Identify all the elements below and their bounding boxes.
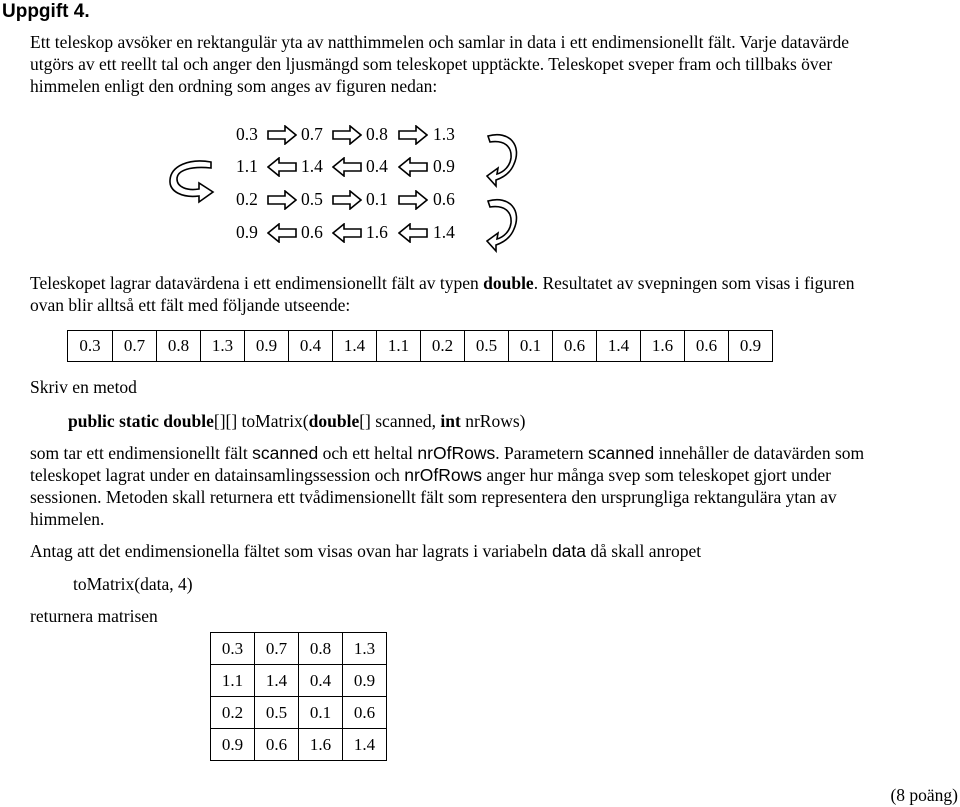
matrix-cell: 1.1 (211, 665, 255, 697)
arrow-left-icon (332, 157, 362, 177)
array-cell: 1.4 (597, 331, 641, 362)
arrow-right-icon (398, 125, 428, 145)
curved-arrow-left-icon (167, 158, 215, 204)
array-cell: 1.4 (333, 331, 377, 362)
write-method-label: Skriv en metod (30, 377, 137, 397)
matrix-cell: 1.4 (255, 665, 299, 697)
matrix-cell: 0.1 (299, 697, 343, 729)
example-call: toMatrix(data, 4) (73, 574, 193, 594)
matrix-cell: 0.9 (343, 665, 387, 697)
matrix-cell: 1.3 (343, 633, 387, 665)
arrow-right-icon (332, 190, 362, 210)
sweep-cell: 0.3 (236, 124, 258, 144)
method-signature: public static double[][] toMatrix(double[] scanned, int nrRows) (68, 411, 526, 431)
array-cell: 1.1 (377, 331, 421, 362)
matrix-cell: 0.3 (211, 633, 255, 665)
sweep-cell: 0.2 (236, 189, 258, 209)
arrow-right-icon (332, 125, 362, 145)
array-cell: 0.6 (553, 331, 597, 362)
matrix-cell: 1.6 (299, 729, 343, 761)
sweep-cell: 1.1 (236, 156, 258, 176)
desc-line-1: som tar ett endimensionellt fält scanned och ett heltal nrOfRows. Parametern scanned innehåller de datavärden som (30, 443, 865, 463)
intro-line-3: himmelen enligt den ordning som anges av figuren nedan: (30, 76, 438, 96)
matrix-cell: 0.7 (255, 633, 299, 665)
arrow-left-icon (267, 223, 297, 243)
intro-line-1: Ett teleskop avsöker en rektangulär yta av natthimmelen och samlar in data i ett endimensionellt fält. Varje datavärde (30, 32, 849, 52)
matrix-cell: 0.6 (343, 697, 387, 729)
matrix-cell: 0.2 (211, 697, 255, 729)
sweep-cell: 0.6 (433, 189, 455, 209)
desc-line-2: teleskopet lagrat under en datainsamlingssession och nrOfRows anger hur många svep som teleskopet gjort under (30, 465, 831, 485)
matrix-cell: 0.4 (299, 665, 343, 697)
matrix-cell: 0.8 (299, 633, 343, 665)
arrow-left-icon (398, 157, 428, 177)
sweep-cell: 0.5 (301, 189, 323, 209)
array-cell: 0.4 (289, 331, 333, 362)
sweep-cell: 0.6 (301, 222, 323, 242)
array-cell: 0.2 (421, 331, 465, 362)
sweep-cell: 0.8 (366, 124, 388, 144)
stored-line-2: ovan blir alltså ett fält med följande utseende: (30, 295, 351, 315)
sweep-cell: 0.9 (433, 156, 455, 176)
sweep-cell: 0.9 (236, 222, 258, 242)
sweep-cell: 1.4 (433, 222, 455, 242)
task-heading: Uppgift 4. (2, 1, 90, 22)
points-label: (8 poäng) (890, 785, 958, 805)
array-cell: 0.1 (509, 331, 553, 362)
sweep-cell: 0.4 (366, 156, 388, 176)
sweep-cell: 1.6 (366, 222, 388, 242)
matrix-row (211, 729, 387, 761)
arrow-left-icon (398, 223, 428, 243)
matrix-cell: 1.4 (343, 729, 387, 761)
sweep-cell: 0.7 (301, 124, 323, 144)
matrix-row (211, 697, 387, 729)
sweep-cell: 1.3 (433, 124, 455, 144)
matrix-cell: 0.9 (211, 729, 255, 761)
array-cell: 0.6 (685, 331, 729, 362)
arrow-left-icon (332, 223, 362, 243)
curved-arrow-down-icon (486, 193, 522, 253)
arrow-right-icon (267, 125, 297, 145)
desc-line-3: sessionen. Metoden skall returnera ett tvådimensionellt fält som representera den ursprungliga rektangulära ytan av (30, 487, 837, 507)
array-cell: 0.3 (68, 331, 113, 362)
matrix-cell: 0.5 (255, 697, 299, 729)
assume-line: Antag att det endimensionella fältet som visas ovan har lagrats i variabeln data då skall anropet (30, 541, 702, 561)
arrow-left-icon (267, 157, 297, 177)
curved-arrow-down-icon (486, 128, 522, 188)
matrix-row (211, 665, 387, 697)
intro-line-2: utgörs av ett reellt tal och anger den ljusmängd som teleskopet upptäckte. Teleskopet sveper fram och tillbaks över (30, 54, 833, 74)
result-matrix (210, 632, 387, 761)
array-cell: 0.7 (113, 331, 157, 362)
array-cell: 0.8 (157, 331, 201, 362)
array-cell: 1.3 (201, 331, 245, 362)
matrix-cell: 0.6 (255, 729, 299, 761)
desc-line-4: himmelen. (30, 509, 105, 529)
scanned-array (67, 330, 773, 362)
array-cell: 0.9 (245, 331, 289, 362)
array-cell: 0.9 (729, 331, 773, 362)
sweep-cell: 0.1 (366, 189, 388, 209)
arrow-right-icon (267, 190, 297, 210)
arrow-right-icon (398, 190, 428, 210)
array-cell: 0.5 (465, 331, 509, 362)
returns-label: returnera matrisen (30, 606, 158, 626)
sweep-cell: 1.4 (301, 156, 323, 176)
stored-line-1: Teleskopet lagrar datavärdena i ett endimensionellt fält av typen double. Resultatet av svepningen som visas i figuren (30, 273, 855, 293)
array-cell: 1.6 (641, 331, 685, 362)
matrix-row (211, 633, 387, 665)
